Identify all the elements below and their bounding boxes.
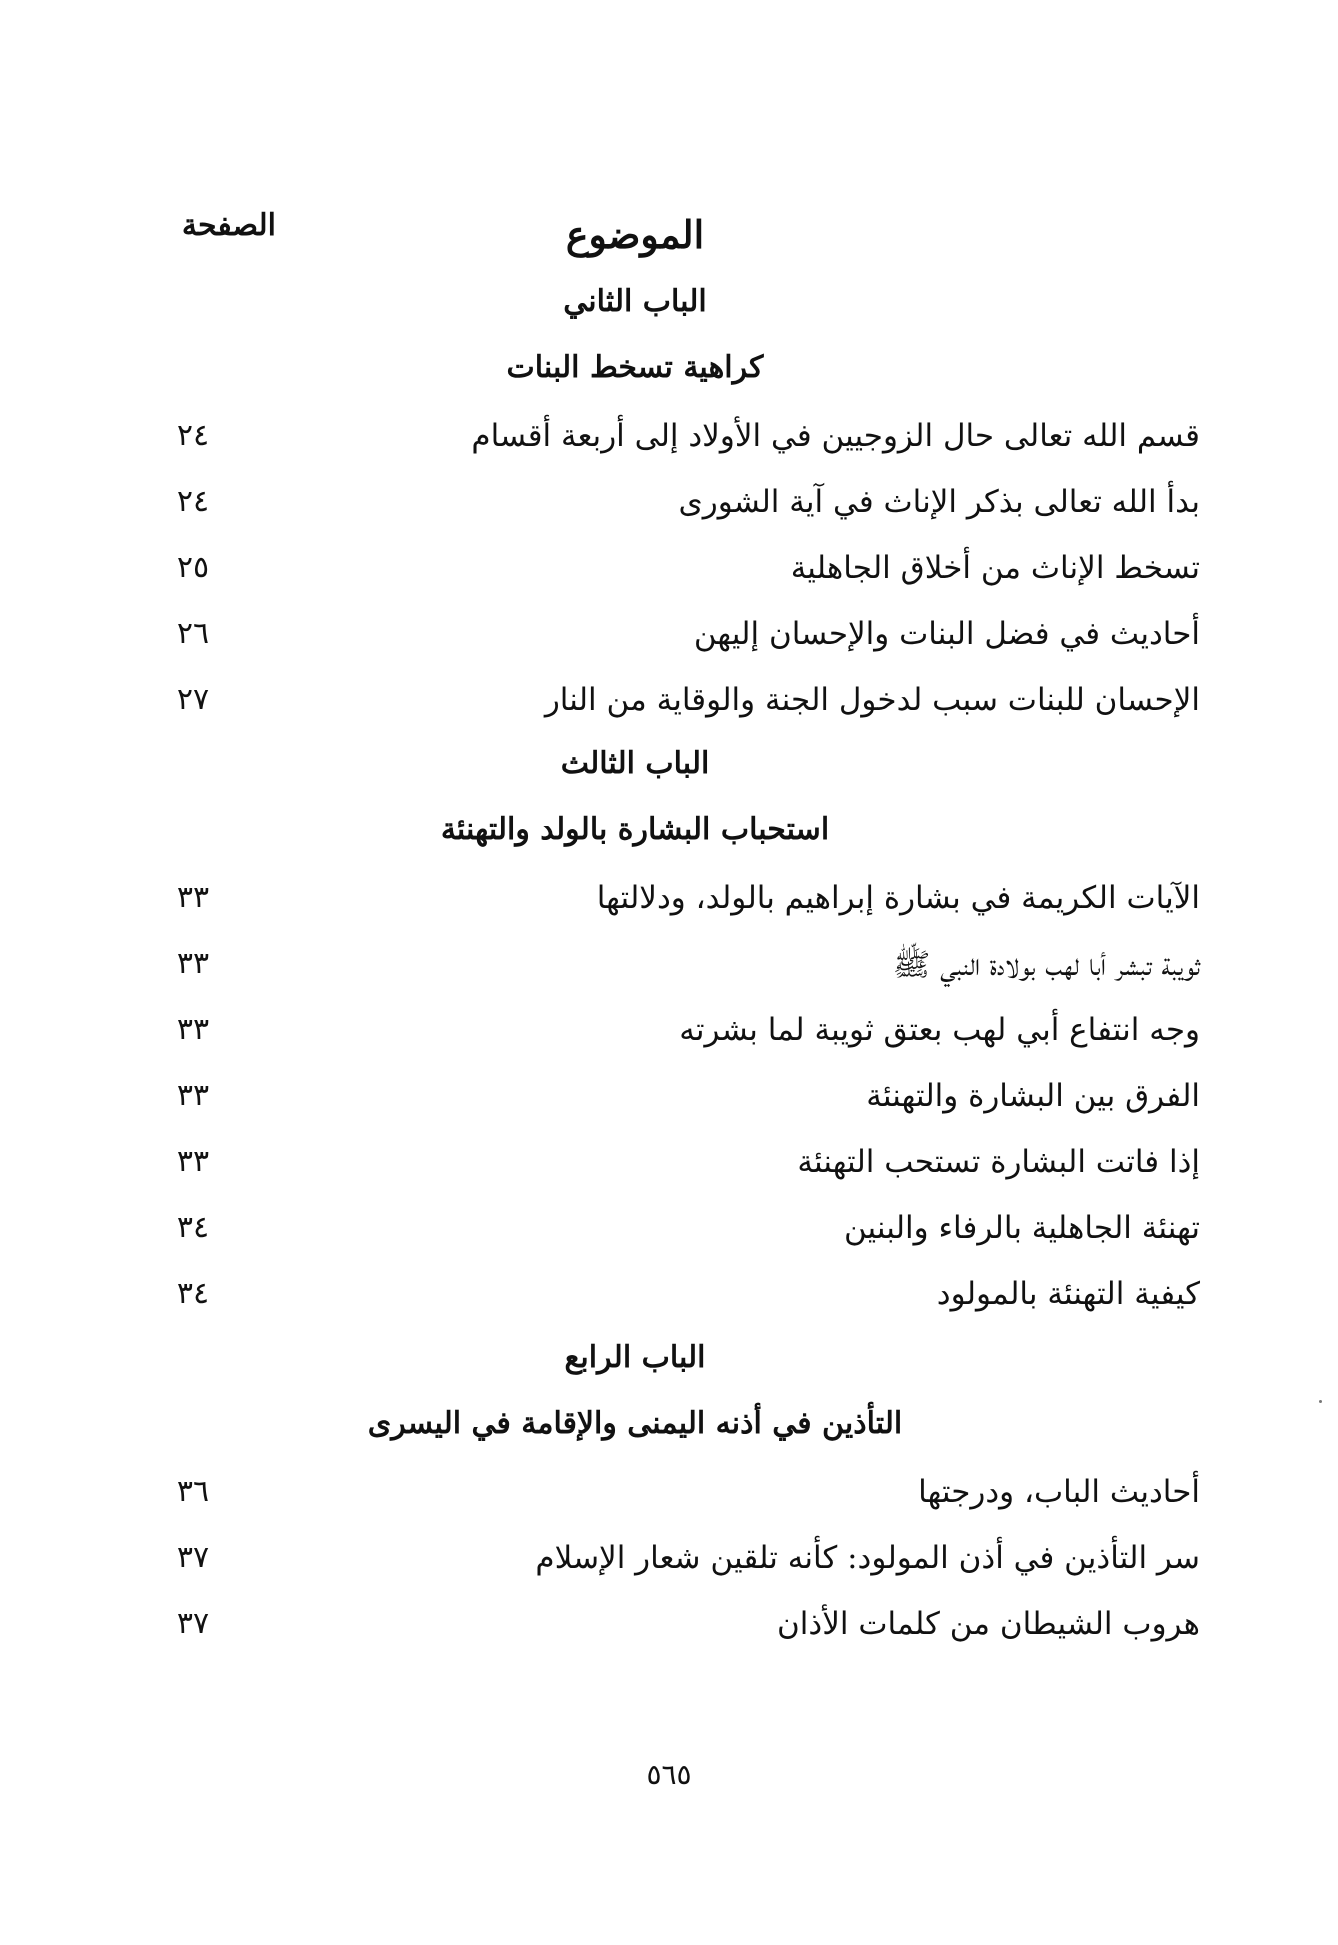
page-number: ٥٦٥	[646, 1758, 692, 1791]
toc-entry	[0, 540, 1338, 606]
toc-entry	[0, 1200, 1338, 1266]
toc-entry-title: أحاديث في فضل البنات والإحسان إليهن	[693, 616, 1200, 652]
toc-entry-page: ٢٤	[176, 418, 210, 453]
toc-entry	[0, 474, 1338, 540]
section-heading-row	[0, 1332, 1338, 1398]
section-heading-row	[0, 738, 1338, 804]
topic-column-header: الموضوع	[565, 212, 705, 257]
toc-entry-title: سر التأذين في أذن المولود: كأنه تلقين شعار الإسلام	[535, 1540, 1200, 1576]
toc-entry	[0, 1068, 1338, 1134]
toc-entry-title: تهنئة الجاهلية بالرفاء والبنين	[843, 1210, 1200, 1246]
section-heading: كراهية تسخط البنات	[506, 350, 764, 385]
toc-entry-page: ٣٣	[176, 1012, 210, 1047]
toc-entry-title: وجه انتفاع أبي لهب بعتق ثويبة لما بشرته	[679, 1012, 1200, 1048]
toc-entry-title: أحاديث الباب، ودرجتها	[918, 1474, 1200, 1510]
toc-entry-page: ٣٧	[176, 1606, 210, 1641]
toc-entry-title: تسخط الإناث من أخلاق الجاهلية	[790, 550, 1200, 586]
table-of-contents	[0, 276, 1338, 1662]
toc-entry-title: قسم الله تعالى حال الزوجيين في الأولاد إلى أربعة أقسام	[471, 418, 1200, 454]
toc-entry-title: بدأ الله تعالى بذكر الإناث في آية الشورى	[678, 484, 1200, 520]
toc-entry	[0, 672, 1338, 738]
toc-entry-page: ٣٣	[176, 1078, 210, 1113]
toc-entry	[0, 936, 1338, 1002]
toc-entry-page: ٢٥	[176, 550, 210, 585]
toc-entry-title: هروب الشيطان من كلمات الأذان	[777, 1606, 1200, 1642]
toc-entry	[0, 606, 1338, 672]
toc-entry	[0, 408, 1338, 474]
toc-entry-title: ثويبة تبشر أبا لهب بولادة النبي ﷺ	[892, 947, 1200, 983]
toc-header-row	[0, 208, 1338, 268]
toc-entry	[0, 1134, 1338, 1200]
toc-entry-title: إذا فاتت البشارة تستحب التهنئة	[797, 1144, 1200, 1180]
section-heading: التأذين في أذنه اليمنى والإقامة في اليسرى	[367, 1406, 903, 1441]
section-heading-row	[0, 804, 1338, 870]
toc-entry-page: ٣٤	[176, 1276, 210, 1311]
toc-entry	[0, 1596, 1338, 1662]
toc-entry	[0, 1464, 1338, 1530]
section-heading-row	[0, 276, 1338, 342]
section-heading: استحباب البشارة بالولد والتهنئة	[440, 812, 830, 847]
toc-entry-page: ٣٣	[176, 880, 210, 915]
section-heading: الباب الرابع	[564, 1340, 706, 1375]
section-heading: الباب الثالث	[560, 746, 710, 781]
toc-entry-page: ٣٦	[176, 1474, 210, 1509]
page-column-header: الصفحة	[181, 208, 276, 243]
toc-entry	[0, 1002, 1338, 1068]
toc-entry-title: الآيات الكريمة في بشارة إبراهيم بالولد، ودلالتها	[596, 880, 1200, 916]
toc-entry-page: ٢٧	[176, 682, 210, 717]
toc-entry-title: الفرق بين البشارة والتهنئة	[866, 1078, 1200, 1114]
toc-entry-page: ٣٤	[176, 1210, 210, 1245]
section-heading: الباب الثاني	[563, 284, 707, 319]
toc-entry	[0, 1530, 1338, 1596]
toc-entry-page: ٣٧	[176, 1540, 210, 1575]
toc-entry-title: كيفية التهنئة بالمولود	[936, 1276, 1200, 1312]
toc-entry	[0, 1266, 1338, 1332]
toc-entry	[0, 870, 1338, 936]
toc-entry-page: ٢٦	[176, 616, 210, 651]
toc-entry-page: ٣٣	[176, 1144, 210, 1179]
scan-speck	[1319, 1400, 1322, 1403]
toc-entry-page: ٢٤	[176, 484, 210, 519]
toc-entry-page: ٣٣	[176, 946, 210, 981]
section-heading-row	[0, 1398, 1338, 1464]
toc-entry-title: الإحسان للبنات سبب لدخول الجنة والوقاية من النار	[544, 682, 1200, 718]
section-heading-row	[0, 342, 1338, 408]
